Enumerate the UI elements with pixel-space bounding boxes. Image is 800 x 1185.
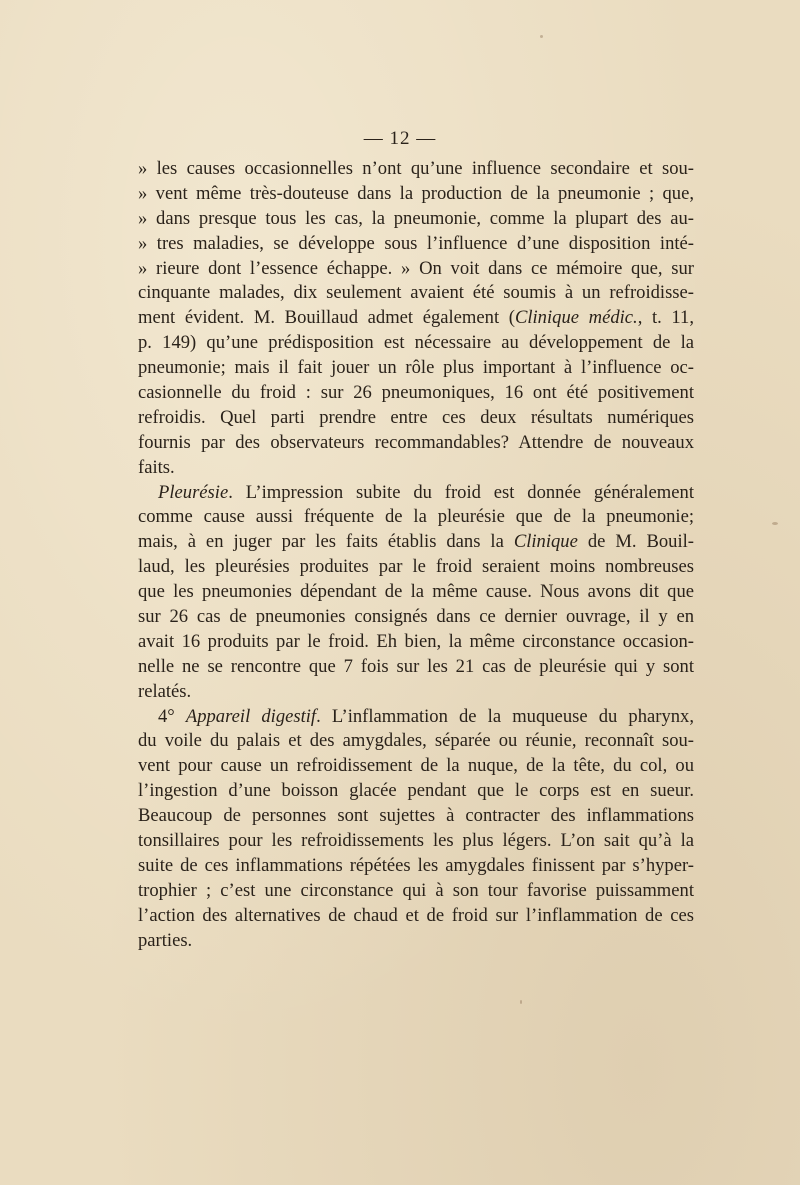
text-segment: casionnelle du froid : sur 26 pneumoniques, 16 ont été positivement (138, 382, 694, 404)
text-line (138, 555, 694, 580)
text-line (138, 381, 694, 406)
text-segment: laud, les pleurésies produites par le froid seraient moins nombreuses (138, 556, 694, 578)
italic-text: Appareil digestif (185, 705, 317, 727)
text-segment: l’action des alternatives de chaud et de froid sur l’inflammation de ces (138, 904, 694, 926)
text-segment: . L’inflammation de la muqueuse du pharynx, (316, 705, 694, 727)
text-segment: . L’impression subite du froid est donnée généralement (228, 481, 694, 503)
text-line (138, 281, 694, 306)
text-line (138, 779, 694, 804)
text-line (138, 605, 694, 630)
text-segment: faits. (138, 456, 175, 478)
text-segment: » les causes occasionnelles n’ont qu’une influence secondaire et sou- (138, 158, 694, 179)
text-line (138, 729, 694, 754)
text-segment: cinquante malades, dix seulement avaient été soumis à un refroidisse- (138, 282, 694, 304)
text-line (138, 157, 694, 182)
italic-text: Clinique médic. (514, 307, 638, 329)
text-line (138, 431, 694, 456)
text-line (138, 232, 694, 257)
text-segment: fournis par des observateurs recommandables? Attendre de nouveaux (138, 431, 694, 453)
text-segment: » tres maladies, se développe sous l’influence d’une disposition inté- (138, 232, 694, 254)
text-segment: Beaucoup de personnes sont sujettes à contracter des inflammations (138, 805, 694, 827)
text-line (138, 655, 694, 680)
text-line (138, 854, 694, 879)
text-line (138, 481, 694, 506)
text-line (138, 929, 694, 954)
text-segment: 4° (158, 705, 186, 727)
text-line (138, 754, 694, 779)
text-segment: relatés. (138, 680, 192, 702)
text-segment: » dans presque tous les cas, la pneumonie, comme la plupart des au- (138, 207, 694, 229)
text-segment: ment évident. M. Bouillaud admet également ( (138, 307, 515, 329)
text-line (138, 406, 694, 431)
text-segment: » rieure dont l’essence échappe. » On voit dans ce mémoire que, sur (138, 257, 694, 279)
text-line (138, 829, 694, 854)
text-segment: du voile du palais et des amygdales, séparée ou réunie, reconnaît sou- (138, 730, 694, 752)
text-line (138, 580, 694, 605)
text-segment: trophier ; c’est une circonstance qui à son tour favorise puissamment (138, 879, 694, 901)
text-line (138, 530, 694, 555)
text-segment: suite de ces inflammations répétées les amygdales finissent par s’hyper- (138, 854, 694, 876)
text-segment: vent pour cause un refroidissement de la nuque, de la tête, du col, ou (138, 755, 694, 777)
text-line (138, 879, 694, 904)
text-segment: parties. (138, 929, 193, 951)
text-segment: sur 26 cas de pneumonies consignés dans ce dernier ouvrage, il y en (138, 606, 694, 628)
text-segment: que les pneumonies dépendant de la même cause. Nous avons dit que (138, 581, 694, 603)
italic-text: Clinique (513, 531, 578, 553)
italic-text: Pleurésie (158, 481, 229, 503)
text-segment: mais, à en juger par les faits établis dans la (138, 531, 514, 553)
text-line (138, 630, 694, 655)
text-line (138, 456, 694, 481)
text-segment: l’ingestion d’une boisson glacée pendant que le corps est en sueur. (138, 780, 694, 802)
text-segment: nelle ne se rencontre que 7 fois sur les 21 cas de pleurésie qui y sont (138, 655, 694, 677)
text-line (138, 182, 694, 207)
text-segment: tonsillaires pour les refroidissements les plus légers. L’on sait qu’à la (138, 830, 694, 852)
text-line (138, 356, 694, 381)
text-segment: , t. 11, (637, 307, 694, 329)
text-segment: comme cause aussi fréquente de la pleurésie que de la pneumonie; (138, 506, 694, 528)
paper-spot (520, 1000, 522, 1004)
text-segment: pneumonie; mais il fait jouer un rôle plus important à l’influence oc- (138, 357, 694, 379)
text-segment: de M. Bouil- (577, 531, 694, 553)
page-number: — 12 — (363, 128, 437, 149)
text-segment: p. 149) qu’une prédisposition est nécessaire au développement de la (138, 332, 694, 354)
text-line (138, 257, 694, 282)
text-line (138, 331, 694, 356)
text-line (138, 505, 694, 530)
text-segment: avait 16 produits par le froid. Eh bien, la même circonstance occasion- (138, 630, 694, 652)
text-line (138, 680, 694, 705)
text-line (138, 705, 694, 730)
text-line (138, 904, 694, 929)
text-line (138, 306, 694, 331)
body-text (138, 157, 694, 954)
text-segment: » vent même très-douteuse dans la production de la pneumonie ; que, (138, 182, 694, 204)
text-segment: refroidis. Quel parti prendre entre ces deux résultats numériques (138, 406, 694, 428)
paper-spot (772, 522, 778, 525)
text-line (138, 207, 694, 232)
paper-spot (540, 35, 543, 38)
text-line (138, 804, 694, 829)
